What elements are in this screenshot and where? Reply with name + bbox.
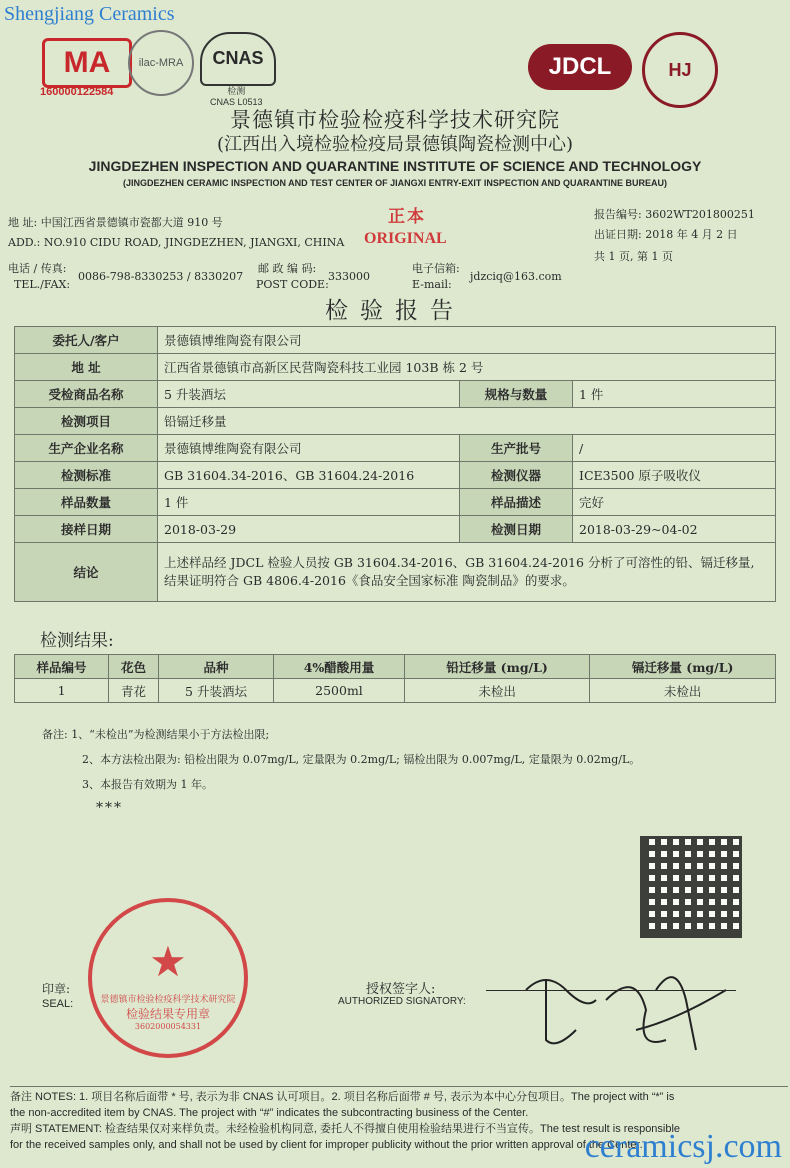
test-date-value: 2018-03-29~04-02 <box>573 516 776 543</box>
cell-lead: 未检出 <box>404 679 590 703</box>
instrument-label: 检测仪器 <box>460 462 573 489</box>
standard-label: 检测标准 <box>15 462 158 489</box>
address-value: 江西省景德镇市高新区民营陶瓷科技工业园 103B 栋 2 号 <box>158 354 776 381</box>
jdcl-logo: JDCL <box>528 44 632 90</box>
signature-line <box>486 990 736 991</box>
seal-number: 3602000054331 <box>134 1022 202 1031</box>
note-3: 3、本报告有效期为 1 年。 <box>82 778 213 791</box>
seal-ring-text: 景德镇市检验检疫科学技术研究院 <box>100 995 236 1005</box>
recv-value: 2018-03-29 <box>158 516 460 543</box>
conclusion-value: 上述样品经 JDCL 检验人员按 GB 31604.34-2016、GB 31604.24-2016 分析了可溶性的铅、镉迁移量, 结果证明符合 GB 4806.4-2016《食品安全国家标准 陶瓷制品》的要求。 <box>158 543 776 602</box>
qty-label: 样品数量 <box>15 489 158 516</box>
email-value: jdzciq@163.com <box>470 270 562 283</box>
instrument-value: ICE3500 原子吸收仪 <box>573 462 776 489</box>
col-cadmium: 镉迁移量 (mg/L) <box>590 655 776 679</box>
end-marker: *** <box>96 800 123 816</box>
results-title: 检测结果: <box>40 631 114 651</box>
notes <box>42 722 640 797</box>
maker-value: 景德镇博维陶瓷有限公司 <box>158 435 460 462</box>
col-sample-no: 样品编号 <box>15 655 109 679</box>
post-label-en: POST CODE: <box>256 278 329 291</box>
desc-value: 完好 <box>573 489 776 516</box>
subtitle-en: (JINGDEZHEN CERAMIC INSPECTION AND TEST CENTER OF JIANGXI ENTRY-EXIT INSPECTION AND QUARANTINE BUREAU) <box>122 178 668 188</box>
cell-sample-no: 1 <box>15 679 109 703</box>
table-row <box>15 327 776 354</box>
table-row <box>15 679 776 703</box>
product-label: 受检商品名称 <box>15 381 158 408</box>
tel-label-en: TEL./FAX: <box>14 278 71 291</box>
page-count: 共 1 页, 第 1 页 <box>594 250 673 263</box>
email-label-cn: 电子信箱: <box>412 262 460 275</box>
seal-label-cn: 印章: <box>42 982 71 996</box>
original-stamp-cn: 正本 <box>388 207 426 227</box>
col-pattern: 花色 <box>109 655 159 679</box>
cnas-logo: CNAS <box>200 32 276 86</box>
batch-value: / <box>573 435 776 462</box>
product-value: 5 升装酒坛 <box>158 381 460 408</box>
table-header-row <box>15 655 776 679</box>
table-row <box>15 408 776 435</box>
seal-label-en: SEAL: <box>42 998 74 1010</box>
email-label-en: E-mail: <box>412 278 452 291</box>
original-stamp-en: ORIGINAL <box>364 230 447 247</box>
report-title: 检验报告 <box>325 298 465 324</box>
address-en: ADD.: NO.910 CIDU ROAD, JINGDEZHEN, JIANGXI, CHINA <box>8 236 345 249</box>
issue-date: 出证日期: 2018 年 4 月 2 日 <box>594 228 738 241</box>
client-label: 委托人/客户 <box>15 327 158 354</box>
watermark-bottom: ceramicsj.com <box>584 1128 782 1165</box>
seal-star-icon: ★ <box>149 937 187 986</box>
cnas-sub: 检测 CNAS L0513 <box>210 86 263 107</box>
cell-cadmium: 未检出 <box>590 679 776 703</box>
cell-pattern: 青花 <box>109 679 159 703</box>
conclusion-label: 结论 <box>15 543 158 602</box>
address-cn: 地 址: 中国江西省景德镇市瓷都大道 910 号 <box>8 216 223 229</box>
table-row <box>15 489 776 516</box>
footer-line-1: 备注 NOTES: 1. 项目名称后面带 * 号, 表示为非 CNAS 认可项目。2. 项目名称后面带 # 号, 表示为本中心分包项目。The project with “*” is <box>10 1091 675 1103</box>
spec-value: 1 件 <box>573 381 776 408</box>
tel-label-cn: 电话 / 传真: <box>8 262 67 275</box>
qty-value: 1 件 <box>158 489 460 516</box>
ma-logo: MA <box>42 38 132 88</box>
signature <box>486 950 746 1060</box>
spec-label: 规格与数量 <box>460 381 573 408</box>
cell-acetic: 2500ml <box>274 679 405 703</box>
table-row <box>15 462 776 489</box>
col-acetic: 4%醋酸用量 <box>274 655 405 679</box>
client-value: 景德镇博维陶瓷有限公司 <box>158 327 776 354</box>
table-row <box>15 543 776 602</box>
subtitle-cn: (江西出入境检验检疫局景德镇陶瓷检测中心) <box>216 134 574 155</box>
desc-label: 样品描述 <box>460 489 573 516</box>
table-row <box>15 381 776 408</box>
address-label: 地 址 <box>15 354 158 381</box>
col-lead: 铅迁移量 (mg/L) <box>404 655 590 679</box>
footer-line-3: 声明 STATEMENT: 检查结果仅对来样负责。未经检验机构同意, 委托人不得擅自使用检验结果进行不当宣传。The test result is responsible <box>10 1123 681 1135</box>
footer-line-2: the non-accredited item by CNAS. The project with “#” indicates the subcontracting business of the Center. <box>10 1107 529 1119</box>
hj-logo: HJ <box>642 32 718 108</box>
ilac-logo: ilac-MRA <box>128 30 194 96</box>
table-row <box>15 354 776 381</box>
batch-label: 生产批号 <box>460 435 573 462</box>
recv-label: 接样日期 <box>15 516 158 543</box>
note-1: 备注: 1、“未检出”为检测结果小于方法检出限; <box>42 728 270 741</box>
post-value: 333000 <box>328 270 370 283</box>
ma-number: 160000122584 <box>40 86 114 98</box>
title-cn: 景德镇市检验检疫科学技术研究院 <box>230 108 560 132</box>
watermark-top: Shengjiang Ceramics <box>4 3 175 25</box>
title-en: JINGDEZHEN INSPECTION AND QUARANTINE INSTITUTE OF SCIENCE AND TECHNOLOGY <box>88 158 702 174</box>
official-seal <box>88 898 248 1058</box>
footer-line-4: for the received samples only, and shall not be used by client for improper publicity without the prior written approval of the Center. <box>10 1139 643 1151</box>
signatory-label-en: AUTHORIZED SIGNATORY: <box>338 996 466 1007</box>
cell-variety: 5 升装酒坛 <box>158 679 273 703</box>
item-value: 铅镉迁移量 <box>158 408 776 435</box>
standard-value: GB 31604.34-2016、GB 31604.24-2016 <box>158 462 460 489</box>
maker-label: 生产企业名称 <box>15 435 158 462</box>
col-variety: 品种 <box>158 655 273 679</box>
note-2: 2、本方法检出限为: 铅检出限为 0.07mg/L, 定量限为 0.2mg/L; 镉检出限为 0.007mg/L, 定量限为 0.02mg/L。 <box>82 753 641 766</box>
test-date-label: 检测日期 <box>460 516 573 543</box>
tel-value: 0086-798-8330253 / 8330207 <box>78 270 244 283</box>
results-table <box>14 654 776 703</box>
table-row <box>15 516 776 543</box>
info-table <box>14 326 776 602</box>
signatory-label-cn: 授权签字人: <box>366 982 436 997</box>
seal-inner-text: 检验结果专用章 <box>125 1007 210 1021</box>
qr-code <box>640 836 742 938</box>
report-number: 报告编号: 3602WT201800251 <box>594 208 755 221</box>
table-row <box>15 435 776 462</box>
item-label: 检测项目 <box>15 408 158 435</box>
post-label-cn: 邮 政 编 码: <box>258 262 317 275</box>
